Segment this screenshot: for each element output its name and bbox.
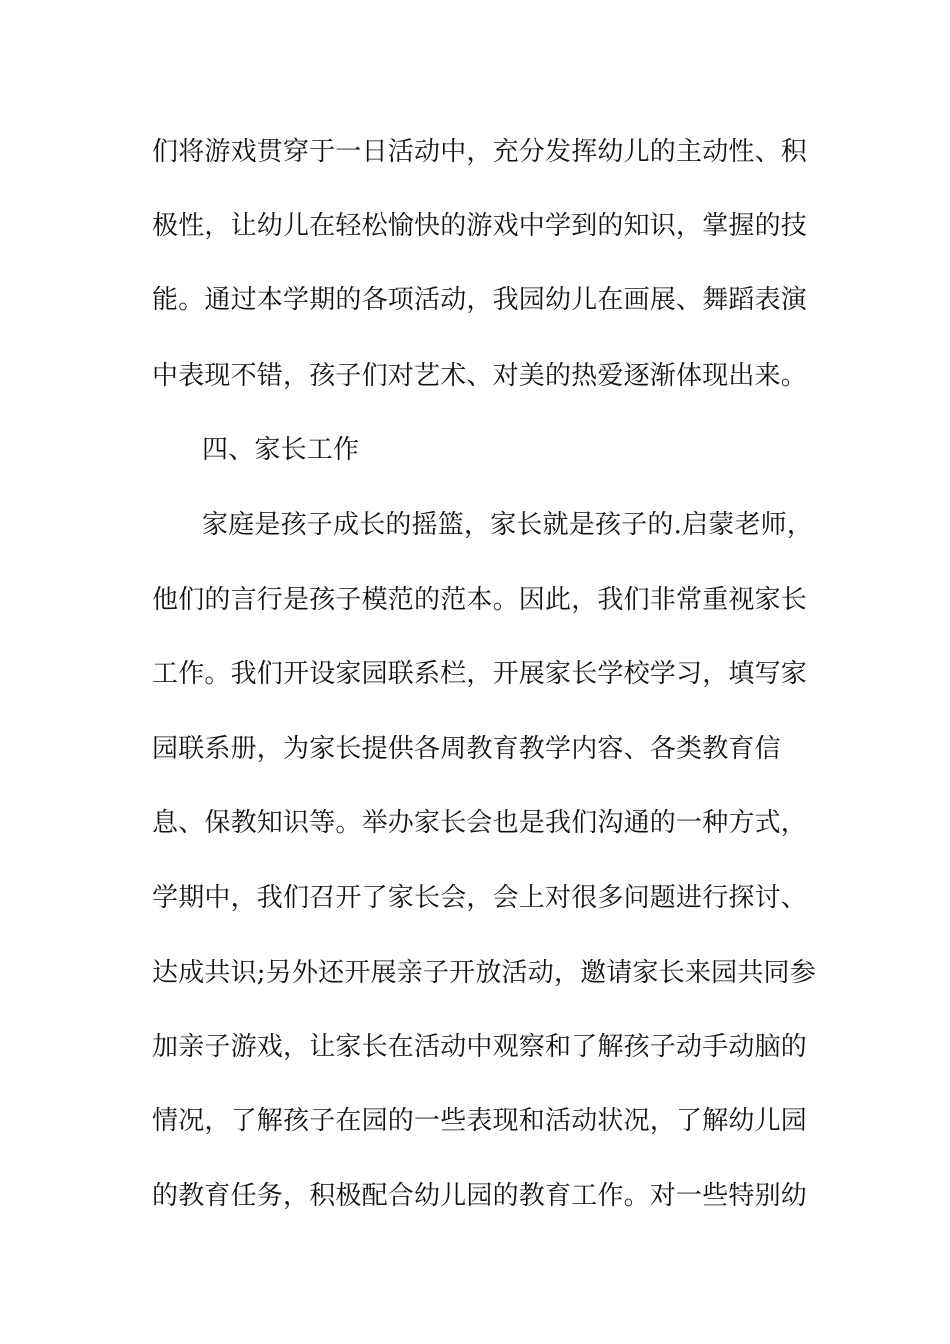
paragraph-line: 学期中，我们召开了家长会，会上对很多问题进行探讨、: [152, 883, 808, 913]
paragraph-line: 家庭是孩子成长的摇篮，家长就是孩子的.启蒙老师，: [202, 510, 814, 540]
paragraph-line: 园联系册，为家长提供各周教育教学内容、各类教育信: [152, 734, 781, 764]
paragraph-line: 的教育任务，积极配合幼儿园的教育工作。对一些特别幼: [152, 1181, 808, 1211]
paragraph-line: 他们的言行是孩子模范的范本。因此，我们非常重视家长: [152, 585, 808, 615]
paragraph-line: 加亲子游戏，让家长在活动中观察和了解孩子动手动脑的: [152, 1032, 808, 1062]
paragraph-line: 工作。我们开设家园联系栏，开展家长学校学习，填写家: [152, 659, 808, 689]
paragraph-line: 中表现不错，孩子们对艺术、对美的热爱逐渐体现出来。: [152, 361, 808, 391]
paragraph-line: 达成共识;另外还开展亲子开放活动，邀请家长来园共同参: [152, 958, 816, 988]
paragraph-line: 息、保教知识等。举办家长会也是我们沟通的一种方式，: [152, 808, 808, 838]
paragraph-line: 能。通过本学期的各项活动，我园幼儿在画展、舞蹈表演: [152, 285, 808, 315]
paragraph-line: 情况，了解孩子在园的一些表现和活动状况，了解幼儿园: [152, 1106, 808, 1136]
paragraph-line: 极性，让幼儿在轻松愉快的游戏中学到的知识，掌握的技: [152, 211, 808, 241]
section-heading: 四、家长工作: [202, 435, 360, 465]
paragraph-line: 们将游戏贯穿于一日活动中，充分发挥幼儿的主动性、积: [152, 137, 808, 167]
